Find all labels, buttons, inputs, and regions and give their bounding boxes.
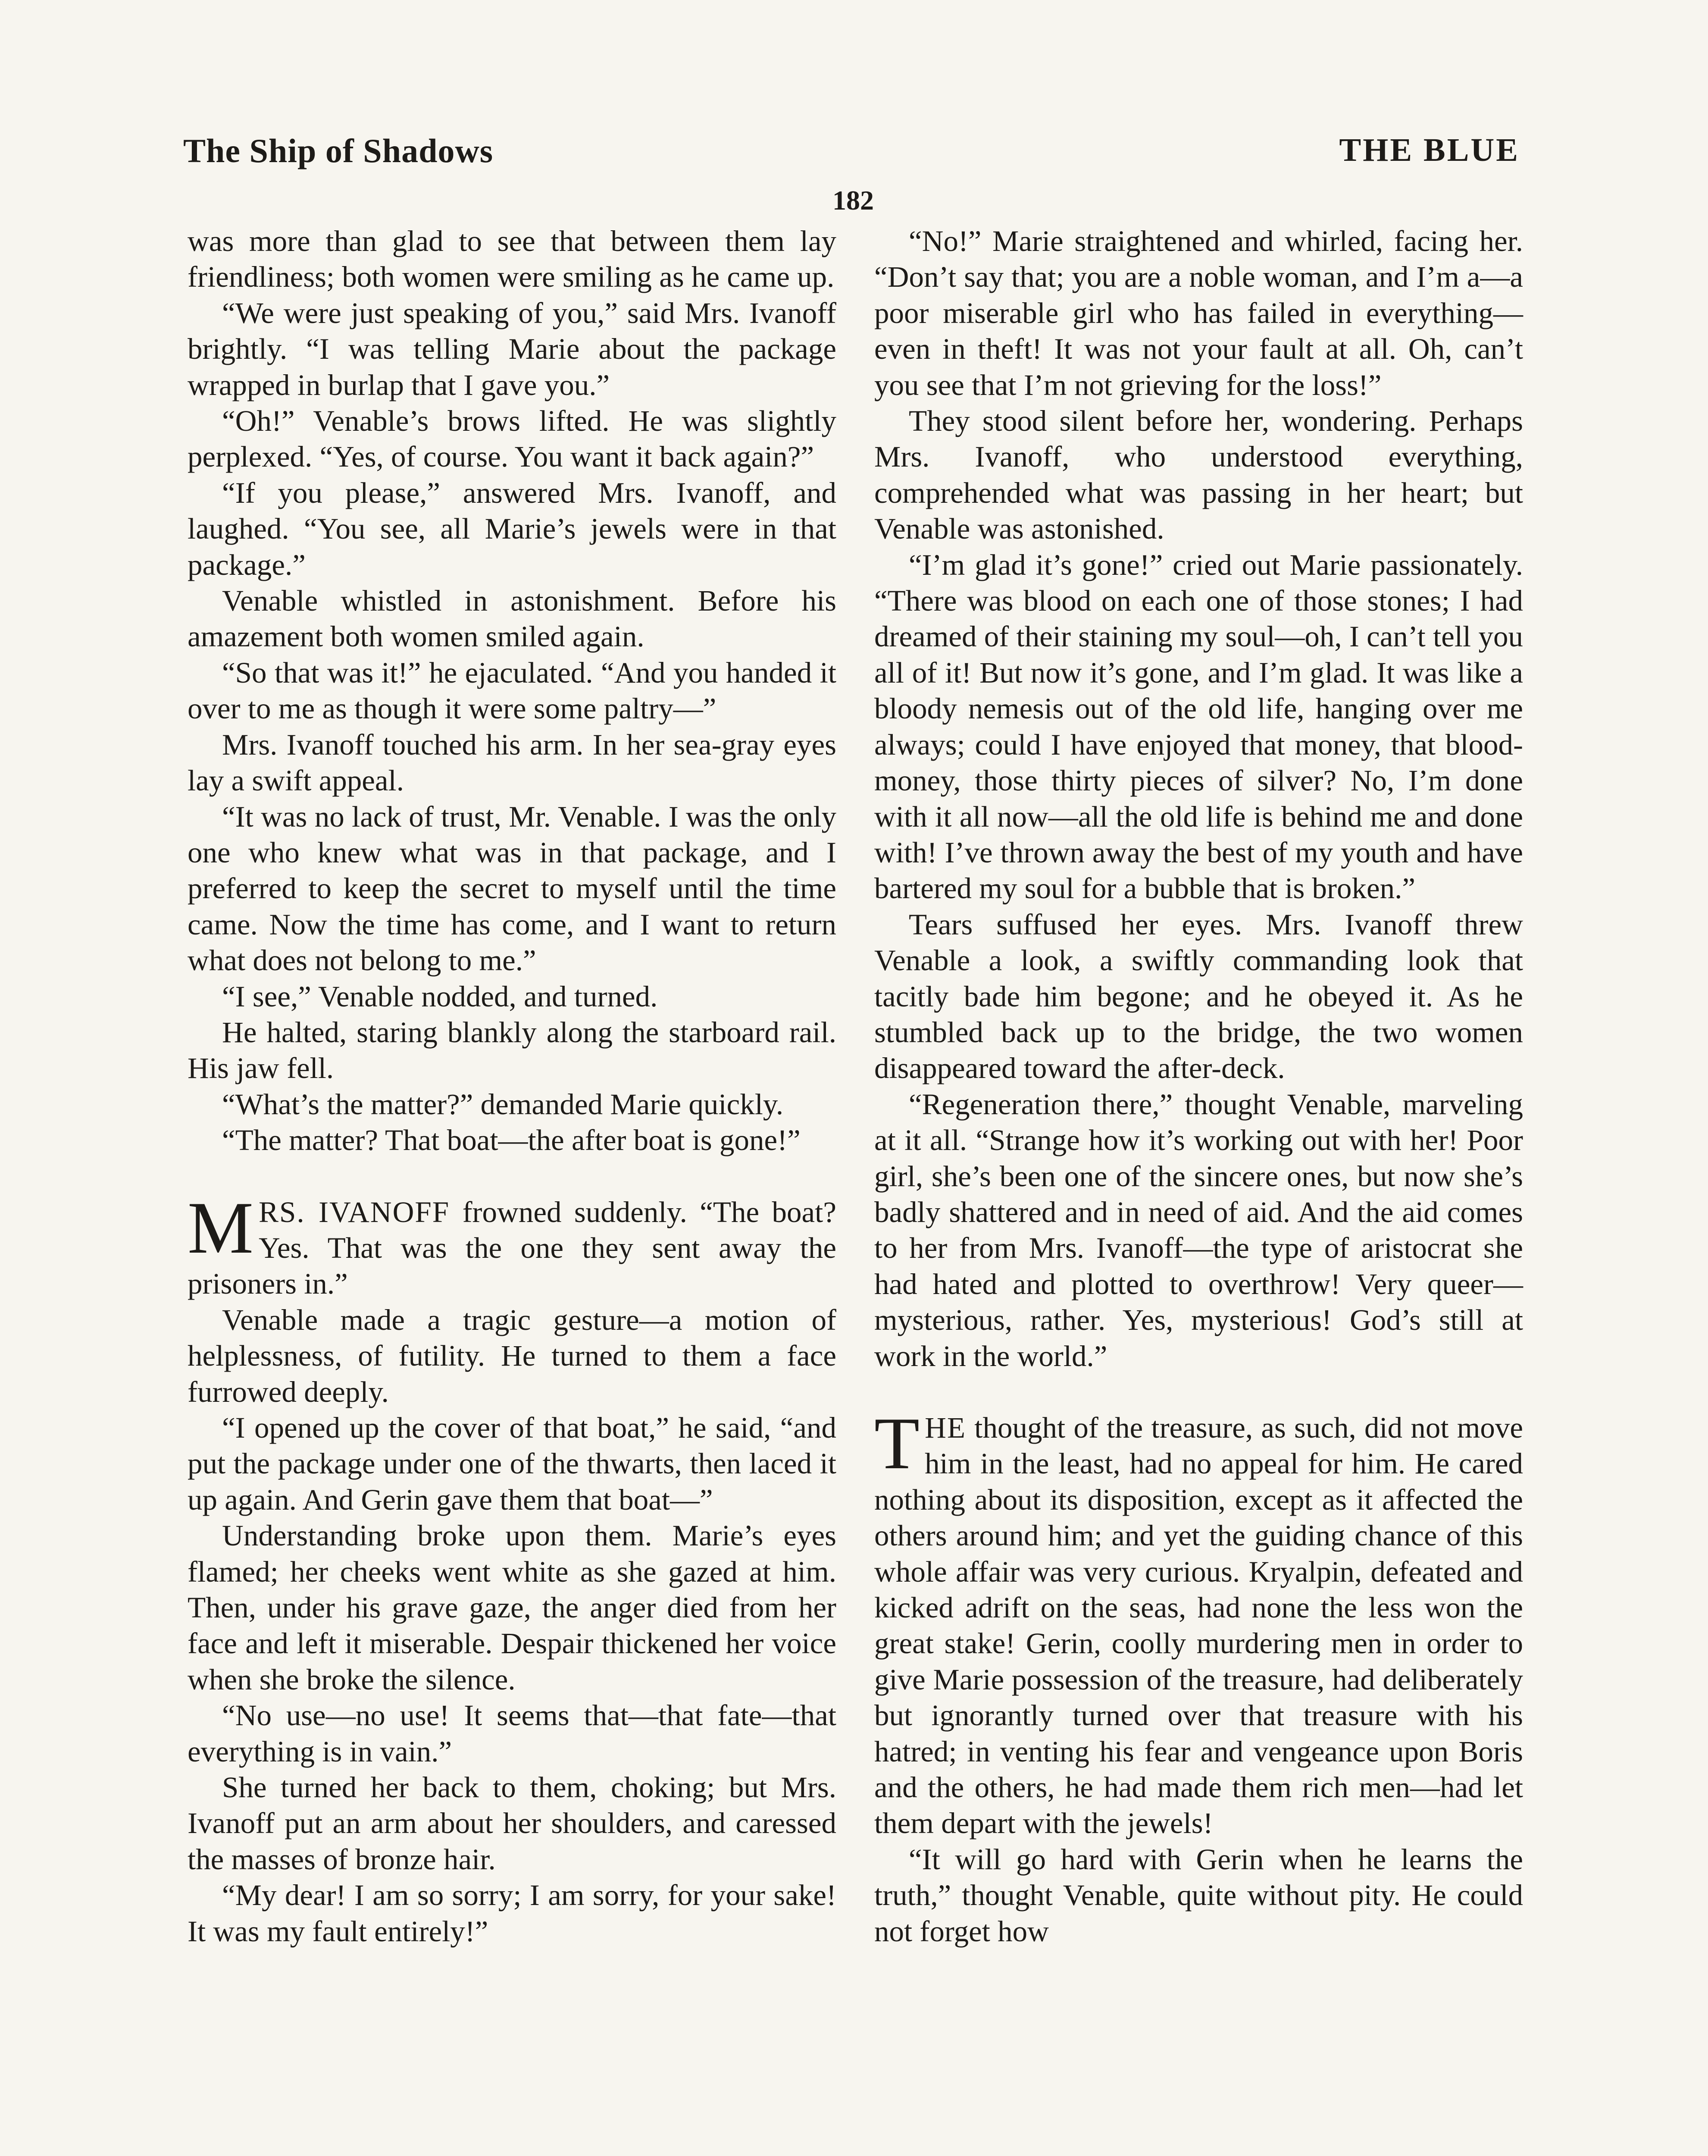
paragraph: “No use—no use! It seems that—that fate—that everything is in vain.”	[188, 1699, 836, 1768]
paragraph: “It was no lack of trust, Mr. Venable. I was the only one who knew what was in that package, and I preferred to keep the secret to myself until the time came. Now the time has come, and I want to return what does not belong to me.”	[188, 800, 836, 977]
paragraph: “The matter? That boat—the after boat is gone!”	[222, 1124, 801, 1157]
paragraph: “What’s the matter?” demanded Marie quickly.	[222, 1087, 784, 1121]
section-opening-paragraph	[188, 1187, 836, 1302]
paragraph: They stood silent before her, wondering. Perhaps Mrs. Ivanoff, who understood everything, comprehended what was passing in her heart; but Venable was astonished.	[874, 404, 1523, 545]
section-opening-text: frowned suddenly. “The boat? Yes. That was the one they sent away the prisoners in.”	[188, 1195, 836, 1300]
page-number: 182	[832, 185, 874, 216]
paragraph: “We were just speaking of you,” said Mrs. Ivanoff brightly. “I was telling Marie about the package wrapped in burlap that I gave you.”	[188, 296, 836, 401]
small-caps-lead: RS. IVANOFF	[258, 1195, 450, 1228]
paragraph: Venable whistled in astonishment. Before his amazement both women smiled again.	[188, 584, 836, 653]
paragraph: “I’m glad it’s gone!” cried out Marie passionately. “There was blood on each one of those stones; I had dreamed of their staining my soul—oh, I can’t tell you all of it! But now it’s gone, and I’m glad. It was like a bloody nemesis out of the old life, hanging over me always; could I have enjoyed that money, that blood-money, those thirty pieces of silver? No, I’m done with it all now—all the old life is behind me and done with! I’ve thrown away the best of my youth and have bartered my soul for a bubble that is broken.”	[874, 548, 1523, 905]
paragraph: Understanding broke upon them. Marie’s eyes flamed; her cheeks went white as she gazed at him. Then, under his grave gaze, the anger died from her face and left it miserable. Despair thickened her voice when she broke the silence.	[188, 1519, 836, 1696]
right-column	[874, 223, 1523, 1949]
drop-cap-letter: M	[188, 1187, 253, 1269]
small-caps-lead: HE	[925, 1411, 967, 1444]
paragraph: Tears suffused her eyes. Mrs. Ivanoff threw Venable a look, a swiftly commanding look that tacitly bade him begone; and he obeyed it. As he stumbled back up to the bridge, the two women disappeared toward the after-deck.	[874, 908, 1523, 1085]
running-head-story-title: The Ship of Shadows	[183, 132, 494, 169]
drop-cap-letter: T	[874, 1403, 920, 1485]
paragraph: She turned her back to them, choking; but Mrs. Ivanoff put an arm about her shoulders, and caressed the masses of bronze hair.	[188, 1771, 836, 1876]
paragraph: “Regeneration there,” thought Venable, marveling at it all. “Strange how it’s working out with her! Poor girl, she’s been one of the sincere ones, but now she’s badly shattered and in need of aid. And the aid comes to her from Mrs. Ivanoff—the type of aristocrat she had hated and plotted to overthrow! Very queer—mysterious, rather. Yes, mysterious! God’s still at work in the world.”	[874, 1087, 1523, 1373]
left-column	[188, 223, 836, 1949]
running-head-magazine-title: THE BLUE	[1339, 132, 1520, 168]
section-opening-text: thought of the treasure, as such, did not move him in the least, had no appeal for him. He cared nothing about its disposition, except as it affected the others around him; and yet the guiding chance of this whole affair was very curious. Kryalpin, defeated and kicked adrift on the seas, had none the less won the great stake! Gerin, coolly murdering men in order to give Marie possession of the treasure, had deliberately but ignorantly turned over that treasure with his hatred; in venting his fear and vengeance upon Boris and the others, he had made them rich men—had let them depart with the jewels!	[874, 1411, 1523, 1840]
paragraph: “If you please,” answered Mrs. Ivanoff, and laughed. “You see, all Marie’s jewels were in that package.”	[188, 476, 836, 581]
paragraph: was more than glad to see that between them lay friendliness; both women were smiling as he came up.	[188, 225, 836, 294]
paragraph: Mrs. Ivanoff touched his arm. In her sea-gray eyes lay a swift appeal.	[188, 728, 836, 797]
section-opening-paragraph	[874, 1403, 1523, 1842]
paragraph: He halted, staring blankly along the starboard rail. His jaw fell.	[188, 1015, 836, 1085]
paragraph: “I see,” Venable nodded, and turned.	[222, 980, 658, 1013]
paragraph: “My dear! I am so sorry; I am sorry, for your sake! It was my fault entirely!”	[188, 1879, 836, 1948]
paragraph: “Oh!” Venable’s brows lifted. He was slightly perplexed. “Yes, of course. You want it back again?”	[188, 404, 836, 473]
paragraph: “It will go hard with Gerin when he learns the truth,” thought Venable, quite without pity. He could not forget how	[874, 1843, 1523, 1948]
paragraph: Venable made a tragic gesture—a motion of helplessness, of futility. He turned to them a face furrowed deeply.	[188, 1303, 836, 1408]
paragraph: “So that was it!” he ejaculated. “And you handed it over to me as though it were some paltry—”	[188, 656, 836, 725]
paragraph: “I opened up the cover of that boat,” he said, “and put the package under one of the thwarts, then laced it up again. And Gerin gave them that boat—”	[188, 1411, 836, 1516]
paragraph: “No!” Marie straightened and whirled, facing her. “Don’t say that; you are a noble woman, and I’m a—a poor miserable girl who has failed in everything—even in theft! It was not your fault at all. Oh, can’t you see that I’m not grieving for the loss!”	[874, 225, 1523, 401]
